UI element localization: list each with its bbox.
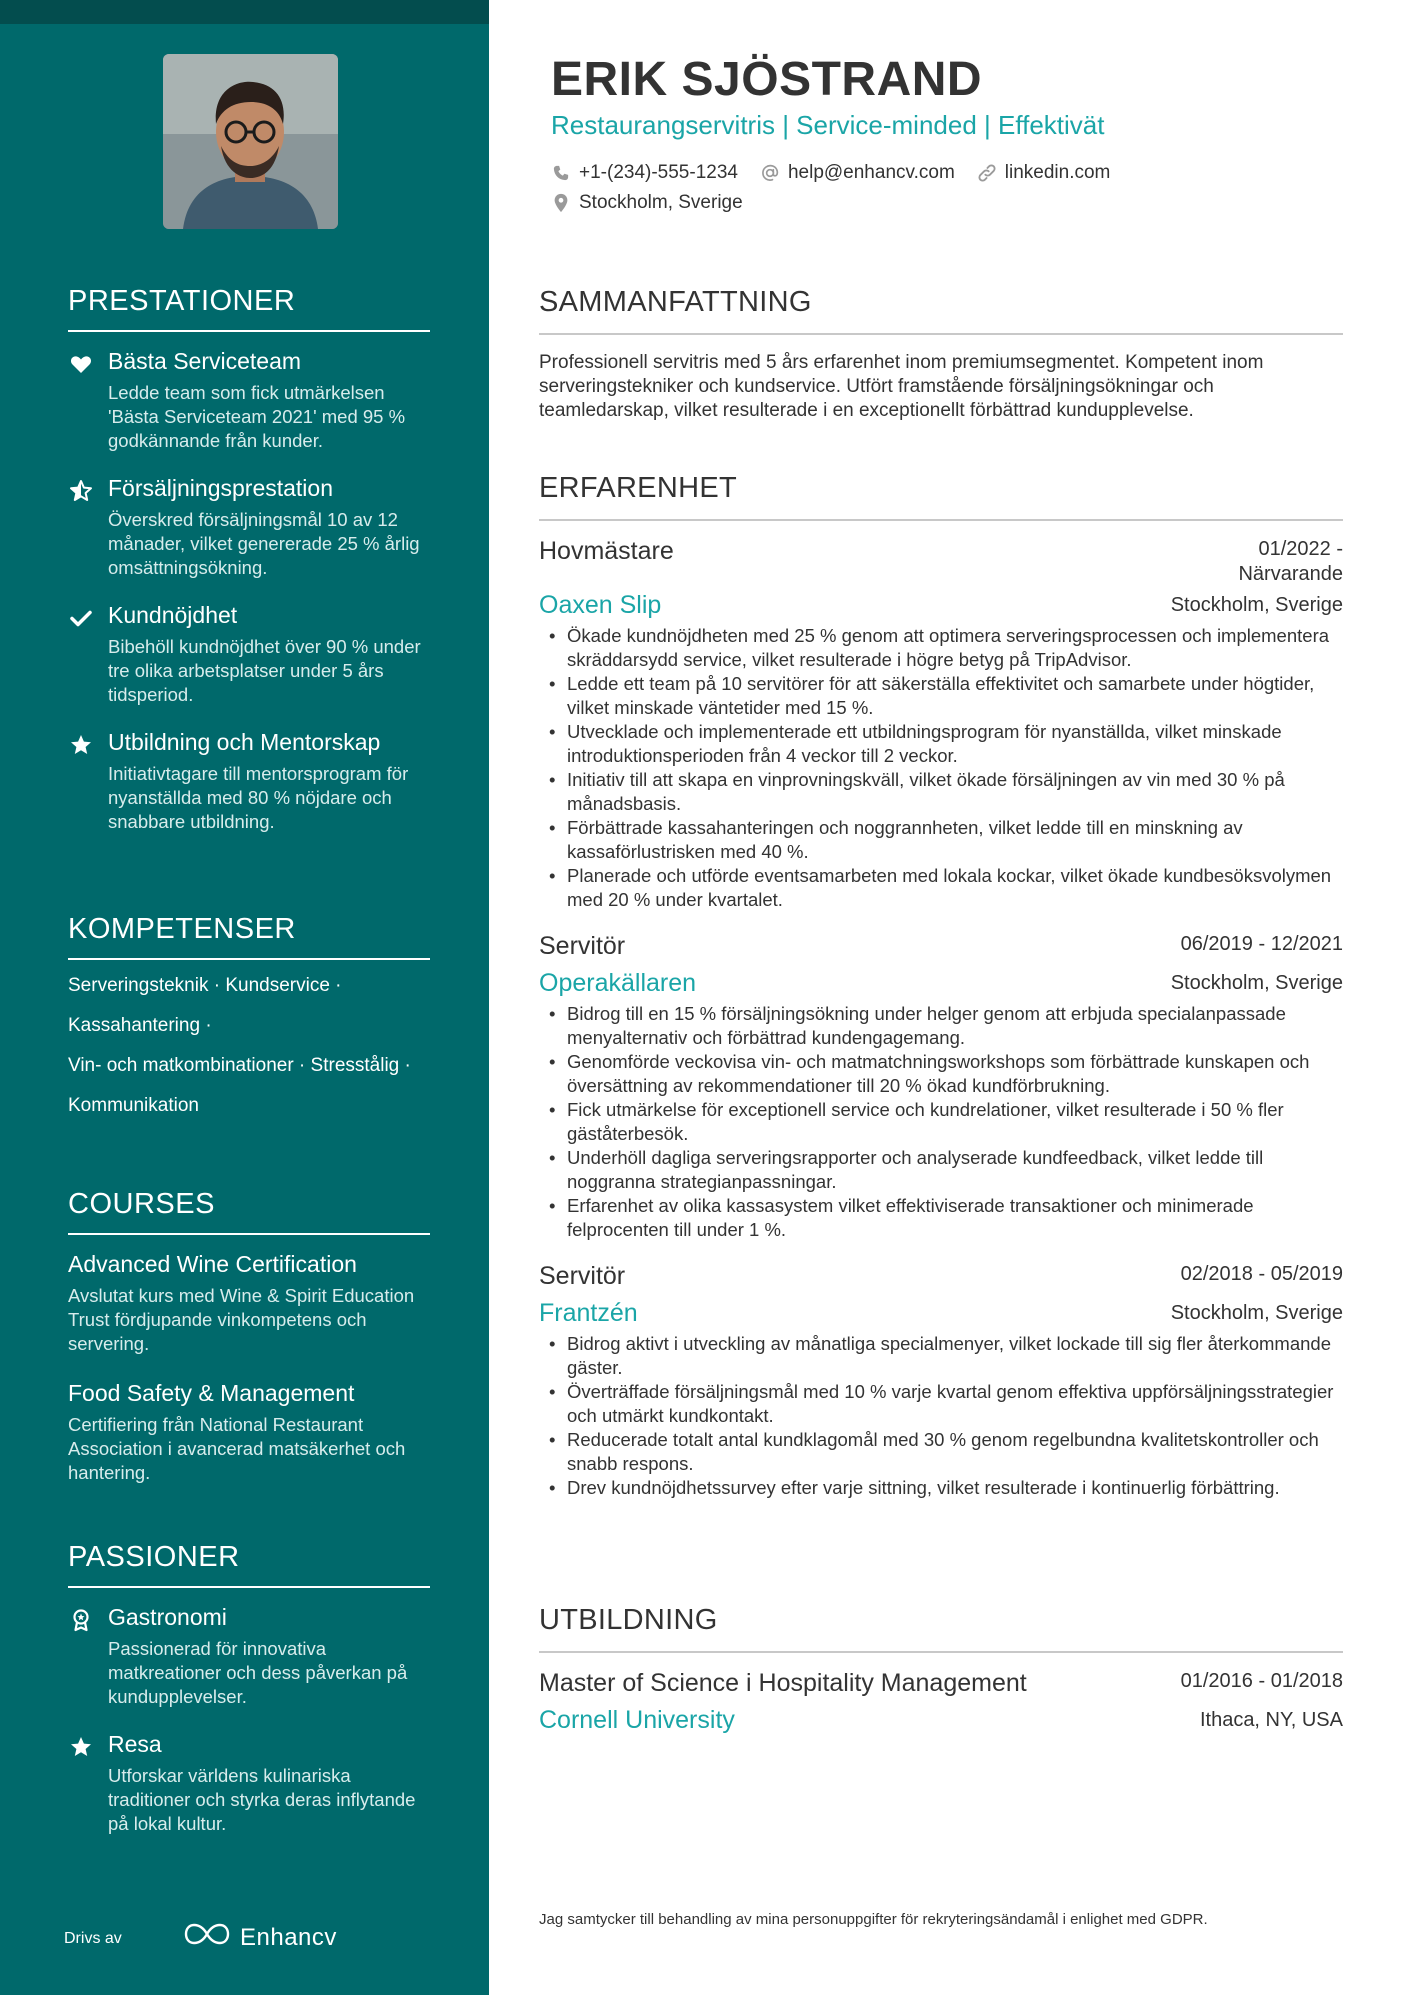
job-bullet: • Bidrog till en 15 % försäljningsökning under helger genom att erbjuda specialanpassade menyalternativ och förbättrad kundengagemang. [549, 1002, 1343, 1050]
education-degree: Master of Science i Hospitality Management [539, 1669, 1027, 1697]
job-entry [539, 1262, 1343, 1500]
job-location: Stockholm, Sverige [1170, 594, 1343, 616]
location-text: Stockholm, Sverige [579, 192, 743, 213]
at-icon [760, 163, 780, 183]
link-icon [977, 163, 997, 183]
education-title: UTBILDNING [539, 1604, 1343, 1653]
job-bullet: • Genomförde veckovisa vin- och matmatchningsworkshops som förbättrade kunskapen och översättning av rekommendationer till 20 % ökad kundförbrukning. [549, 1050, 1343, 1098]
job-bullets [539, 1332, 1343, 1500]
passion-item [68, 1604, 430, 1709]
job-bullet: • Underhöll dagliga serveringsrapporter och analyserade kundfeedback, vilket ledde till noggranna strategianpassningar. [549, 1146, 1343, 1194]
course-desc: Avslutat kurs med Wine & Spirit Education Trust fördjupande vinkompetens och servering. [68, 1285, 415, 1354]
star-half-icon [68, 479, 94, 505]
summary-text: Professionell servitris med 5 års erfarenhet inom premiumsegmentet. Kompetent inom serveringstekniker och kundservice. Utfört framstående försäljningsökningar och teamledarskap, vilket resulterade i en exceptionellt förbättrad kundupplevelse. [539, 352, 1264, 421]
job-bullet: • Erfarenhet av olika kassasystem vilket effektiviserade transaktioner och minimerade felprocenten till under 1 %. [549, 1194, 1343, 1242]
passion-title: Resa [108, 1731, 162, 1757]
job-bullets [539, 624, 1343, 912]
skills-section [68, 913, 430, 1126]
course-title: Advanced Wine Certification [68, 1251, 357, 1277]
tagline: Restaurangservitris | Service-minded | Effektivät [551, 110, 1105, 140]
achievement-item [68, 729, 430, 834]
heart-icon [68, 352, 94, 378]
skills-list [68, 966, 430, 1126]
sidebar-top-strip [0, 0, 489, 24]
job-bullet: • Fick utmärkelse för exceptionell service och kundrelationer, vilket resulterade i 50 % fler gäståterbesök. [549, 1098, 1343, 1146]
email-contact[interactable] [760, 162, 955, 184]
profile-photo [163, 54, 338, 229]
education-section [539, 1604, 1343, 1735]
job-title: Servitör [539, 932, 626, 960]
job-bullets [539, 1002, 1343, 1242]
job-company: Operakällaren [539, 969, 697, 997]
job-title: Hovmästare [539, 537, 674, 565]
summary-section [539, 286, 1343, 423]
location-pin-icon [551, 193, 571, 213]
enhancv-logo[interactable] [184, 1922, 337, 1953]
award-icon [68, 1608, 94, 1634]
job-dates [1238, 537, 1343, 587]
linkedin-text: linkedin.com [1004, 162, 1111, 183]
course-title: Food Safety & Management [68, 1380, 355, 1406]
passions-title: PASSIONER [68, 1541, 430, 1588]
courses-section [68, 1188, 430, 1509]
candidate-name: ERIK SJÖSTRAND [551, 53, 983, 106]
summary-title: SAMMANFATTNING [539, 286, 1343, 335]
skills-title: KOMPETENSER [68, 913, 430, 960]
achievements-title: PRESTATIONER [68, 285, 430, 332]
course-desc: Certifiering från National Restaurant Association i avancerad matsäkerhet och hantering. [68, 1414, 406, 1483]
achievement-title: Utbildning och Mentorskap [108, 729, 381, 755]
job-bullet: • Ökade kundnöjdheten med 25 % genom att optimera serveringsprocessen och implementera skräddarsydd service, vilket resulterade i högre betyg på TripAdvisor. [549, 624, 1343, 672]
job-title: Servitör [539, 1262, 626, 1290]
job-bullet: • Förbättrade kassahanteringen och noggrannheten, vilket ledde till en minskning av kassaförlustrisken med 40 %. [549, 816, 1343, 864]
education-location: Ithaca, NY, USA [1199, 1709, 1343, 1731]
phone-contact[interactable] [551, 162, 738, 184]
location-row [551, 192, 743, 214]
job-company: Oaxen Slip [539, 591, 662, 619]
passion-desc: Utforskar världens kulinariska traditioner och styrka deras inflytande på lokal kultur. [108, 1765, 416, 1834]
job-bullet: • Planerade och utförde eventsamarbeten med lokala kockar, vilket ökade kundbesöksvolymen med 20 % under kvartalet. [549, 864, 1343, 912]
achievement-desc: Bibehöll kundnöjdhet över 90 % under tre olika arbetsplatser under 5 års tidsperiod. [108, 636, 421, 705]
job-bullet: • Drev kundnöjdhetssurvey efter varje sittning, vilket resulterade i kontinuerlig förbättring. [549, 1476, 1343, 1500]
email-text: help@enhancv.com [787, 162, 955, 183]
education-school: Cornell University [539, 1706, 735, 1734]
skills-line: Kassahantering · [68, 1015, 212, 1036]
achievements-section [68, 285, 430, 856]
passions-section [68, 1541, 430, 1858]
job-bullet: • Ledde ett team på 10 servitörer för att säkerställa effektivitet och samarbete under högtider, vilket minskade väntetider med 15 %. [549, 672, 1343, 720]
passion-desc: Passionerad för innovativa matkreationer och dess påverkan på kundupplevelser. [108, 1638, 408, 1707]
check-icon [68, 606, 94, 632]
job-dates-end: Närvarande [1238, 563, 1343, 585]
job-bullet: • Initiativ till att skapa en vinprovningskväll, vilket ökade försäljningen av vin med 30 % på månadsbasis. [549, 768, 1343, 816]
job-entry [539, 932, 1343, 1242]
job-bullet: • Utvecklade och implementerade ett utbildningsprogram för nyanställda, vilket minskade introduktionsperioden från 4 veckor till 2 veckor. [549, 720, 1343, 768]
job-dates-start: 01/2022 - [1258, 538, 1343, 560]
gdpr-consent: Jag samtycker till behandling av mina personuppgifter för rekryteringsändamål i enlighet med GDPR. [539, 1911, 1208, 1928]
star-icon [68, 733, 94, 759]
course-item [68, 1251, 430, 1356]
achievement-item [68, 348, 430, 453]
courses-title: COURSES [68, 1188, 430, 1235]
passion-item [68, 1731, 430, 1836]
linkedin-contact[interactable] [977, 162, 1111, 184]
passion-title: Gastronomi [108, 1604, 227, 1630]
job-bullet: • Överträffade försäljningsmål med 10 % varje kvartal genom effektiva uppförsäljningsstrategier och utmärkt kundkontakt. [549, 1380, 1343, 1428]
job-location: Stockholm, Sverige [1170, 972, 1343, 994]
job-location: Stockholm, Sverige [1170, 1302, 1343, 1324]
location-contact [551, 192, 743, 214]
brand-name: Enhancv [240, 1923, 337, 1951]
achievement-desc: Initiativtagare till mentorsprogram för nyanställda med 80 % nöjdare och snabbare utbildning. [108, 763, 409, 832]
achievement-title: Bästa Serviceteam [108, 348, 302, 374]
phone-text: +1-(234)-555-1234 [579, 162, 738, 183]
sidebar [0, 0, 489, 1995]
powered-by-label: Drivs av [64, 1930, 122, 1947]
skills-line: Vin- och matkombinationer · Stresstålig · [68, 1055, 411, 1076]
infinity-icon [184, 1922, 230, 1953]
achievement-item [68, 602, 430, 707]
job-dates: 02/2018 - 05/2019 [1180, 1263, 1343, 1285]
achievement-title: Försäljningsprestation [108, 475, 334, 501]
course-item [68, 1380, 430, 1485]
job-entry [539, 537, 1343, 912]
skills-line: Kommunikation [68, 1095, 199, 1116]
star-icon [68, 1735, 94, 1761]
job-dates: 06/2019 - 12/2021 [1180, 933, 1343, 955]
skills-line: Serveringsteknik · Kundservice · [68, 975, 342, 996]
job-company: Frantzén [539, 1299, 638, 1327]
job-bullet: • Bidrog aktivt i utveckling av månatliga specialmenyer, vilket lockade till sig fler återkommande gäster. [549, 1332, 1343, 1380]
achievement-desc: Överskred försäljningsmål 10 av 12 månader, vilket genererade 25 % årlig omsättningsökning. [108, 509, 420, 578]
education-dates: 01/2016 - 01/2018 [1180, 1670, 1343, 1692]
job-bullet: • Reducerade totalt antal kundklagomål med 30 % genom regelbundna kvalitetskontroller och snabb respons. [549, 1428, 1343, 1476]
achievement-title: Kundnöjdhet [108, 602, 238, 628]
experience-title: ERFARENHET [539, 472, 1343, 521]
experience-section [539, 472, 1343, 1520]
phone-icon [551, 163, 571, 183]
achievement-desc: Ledde team som fick utmärkelsen 'Bästa Serviceteam 2021' med 95 % godkännande från kunder. [108, 382, 406, 451]
achievement-item [68, 475, 430, 580]
contact-row [551, 162, 1110, 184]
